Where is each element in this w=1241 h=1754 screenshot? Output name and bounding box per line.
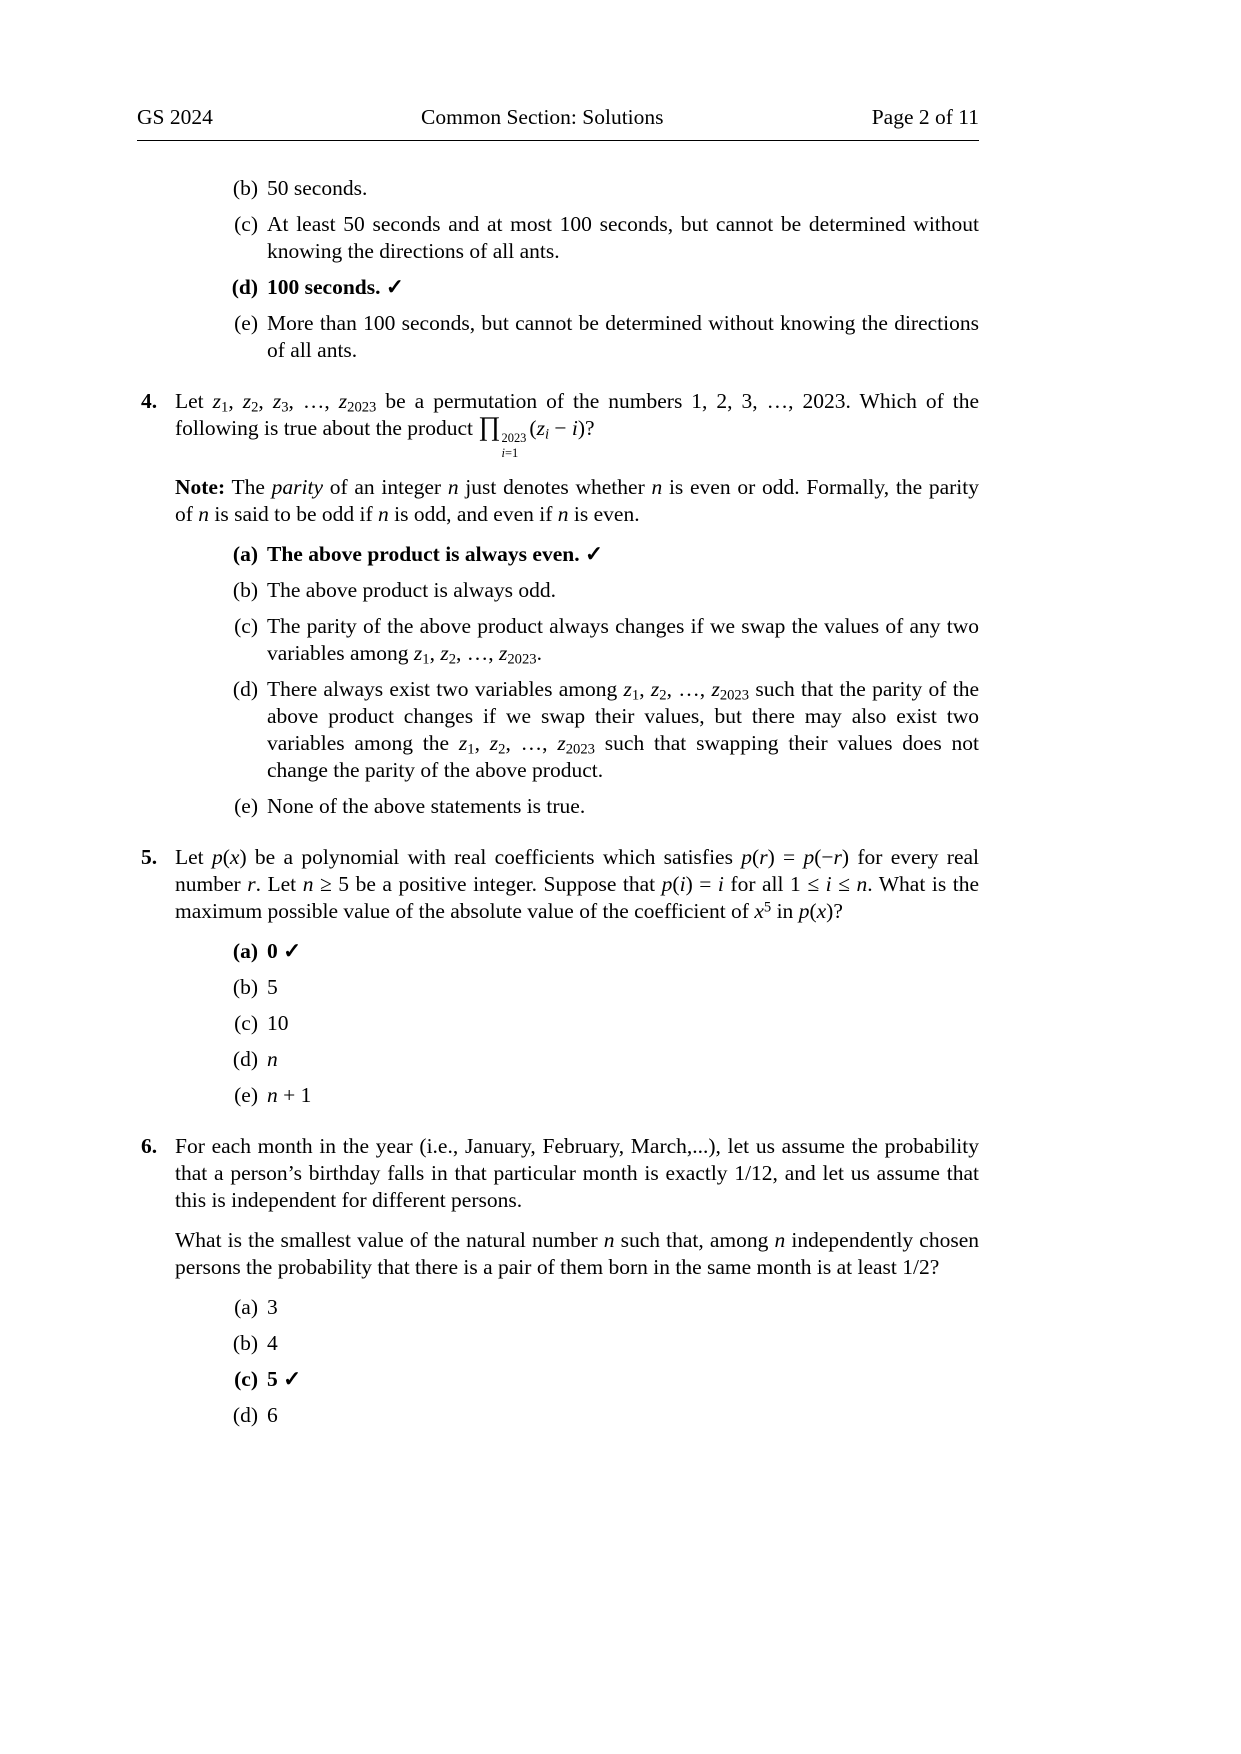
option-label: (d): [231, 275, 258, 299]
option-text: n + 1: [267, 1082, 312, 1107]
option-text: The above product is always even. ✓: [267, 541, 603, 566]
option-label: (e): [234, 311, 258, 335]
option-label: (d): [232, 1402, 258, 1427]
option-label: (a): [232, 541, 258, 566]
header-course-code: GS 2024: [137, 105, 213, 129]
option-row: [137, 613, 979, 667]
option-row: [137, 1010, 979, 1037]
option-row-correct-answer: [137, 938, 979, 965]
header-page-number: Page 2 of 11: [871, 105, 979, 129]
text-column: [137, 0, 979, 1429]
option-text: 100 seconds. ✓: [267, 275, 404, 299]
question-body: Let $z_1$, $z_2$, $z_3$, …, $z_{2023}$ be a permutation of the numbers 1, 2, 3, …, 2023. Which of the following is true about the product ∏ 2023 i=1 $(z_i - i)$?: [175, 389, 980, 460]
option-label: (a): [232, 938, 258, 963]
question-5: [137, 844, 979, 925]
option-label: (c): [234, 212, 258, 236]
option-text: None of the above statements is true.: [267, 793, 586, 818]
option-label: (b): [232, 1330, 258, 1355]
option-text: The parity of the above product always changes if we swap the values of any two variables among $z_1$, $z_2$, …, $z_{2023}$.: [267, 613, 979, 668]
option-text: At least 50 seconds and at most 100 seconds, but cannot be determined without knowing the directions of all ants.: [267, 212, 979, 263]
question-6: [137, 1133, 979, 1214]
option-label: (e): [234, 793, 258, 818]
option-label: (b): [232, 974, 258, 999]
option-label: (b): [232, 577, 258, 602]
option-row: [137, 577, 979, 604]
option-text: 0 ✓: [267, 938, 302, 963]
option-row: [137, 676, 979, 784]
question-number: 5.: [141, 844, 158, 869]
option-label: (b): [232, 176, 258, 200]
option-row-correct-answer: [137, 1366, 979, 1393]
option-row: [137, 175, 979, 202]
option-text: 6: [267, 1402, 278, 1427]
option-label: (c): [234, 1366, 258, 1391]
option-label: (a): [234, 1294, 258, 1319]
option-row: [137, 310, 979, 364]
question-number: 6.: [141, 1133, 158, 1158]
question-number: 4.: [141, 389, 158, 413]
option-row-correct-answer: [137, 274, 979, 301]
option-row: [137, 1330, 979, 1357]
option-text: More than 100 seconds, but cannot be determined without knowing the directions of all ants.: [267, 311, 979, 362]
question-6-second-paragraph: What is the smallest value of the natural number n such that, among n independently chosen persons the probability that there is a pair of them born in the same month is at least 1/2?: [175, 1227, 979, 1279]
option-text: 5 ✓: [267, 1366, 302, 1391]
option-text: 3: [267, 1294, 278, 1319]
option-text: 10: [267, 1010, 289, 1035]
option-text: There always exist two variables among $z_1$, $z_2$, …, $z_{2023}$ such that the parity of the above product changes if we swap their values, but there may also exist two variables among the $z_1$, $z_2$, …, $z_{2023}$ such that swapping their values does not change the parity of the above product.: [267, 676, 980, 782]
option-row: [137, 1402, 979, 1429]
option-row: [137, 1082, 979, 1109]
option-row: [137, 1046, 979, 1073]
option-label: (e): [234, 1082, 258, 1107]
option-row: [137, 793, 979, 820]
option-label: (c): [234, 1010, 258, 1035]
option-row: [137, 1294, 979, 1321]
question-body: Let p(x) be a polynomial with real coefficients which satisfies p(r) = p(−r) for every real number r. Let n ≥ 5 be a positive integer. Suppose that p(i) = i for all 1 ≤ i ≤ n. What is the maximum possible value of the absolute value of the coefficient of $x^5$ in p(x)?: [175, 844, 979, 923]
page-header: [137, 0, 979, 141]
option-text: The above product is always odd.: [267, 577, 556, 602]
header-document-title: Common Section: Solutions: [421, 105, 664, 129]
question-body: For each month in the year (i.e., January, February, March,...), let us assume the probability that a person’s birthday falls in that particular month is exactly 1/12, and let us assume that this is independent for different persons.: [175, 1133, 979, 1212]
option-row: [137, 974, 979, 1001]
option-text: 5: [267, 974, 278, 999]
question-4-note: Note: The parity of an integer n just denotes whether n is even or odd. Formally, the parity of n is said to be odd if n is odd, and even if n is even.: [175, 474, 979, 526]
option-label: (d): [232, 676, 258, 701]
option-text: n: [267, 1046, 278, 1071]
question-4: [137, 388, 979, 461]
option-row-correct-answer: [137, 541, 979, 568]
option-label: (d): [232, 1046, 258, 1071]
option-label: (c): [234, 613, 258, 638]
option-text: 4: [267, 1330, 278, 1355]
option-text: 50 seconds.: [267, 176, 368, 200]
option-row: [137, 211, 979, 265]
